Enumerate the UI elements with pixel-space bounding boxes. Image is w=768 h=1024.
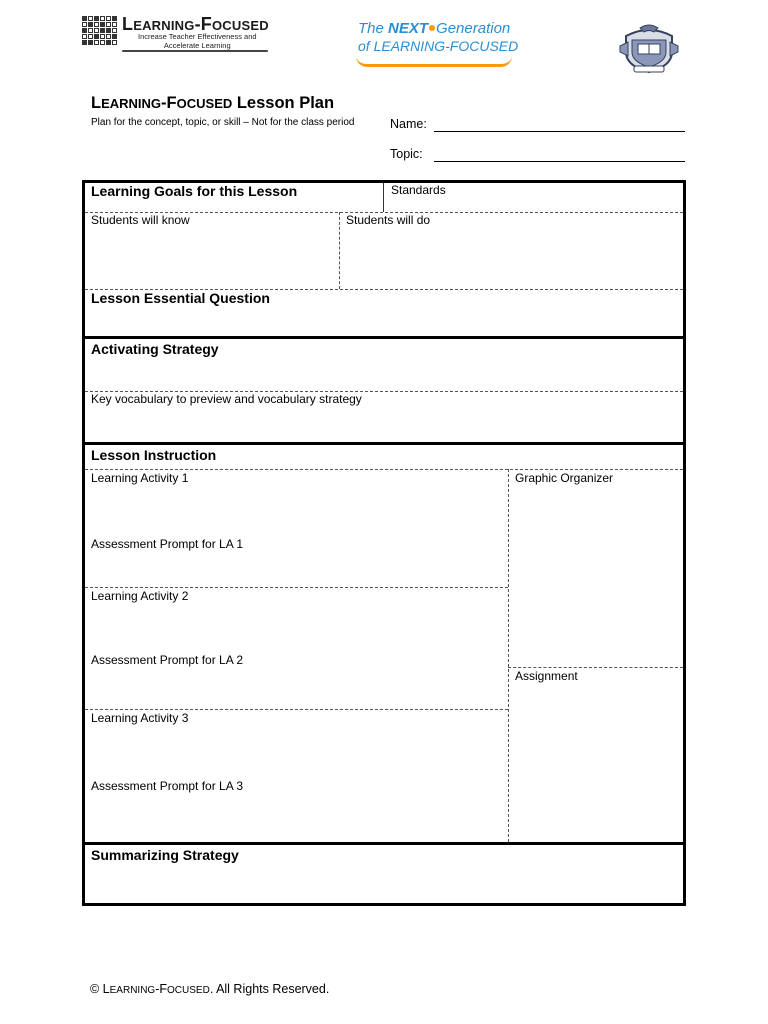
- lesson-instruction-heading: Lesson Instruction: [91, 447, 217, 463]
- logo-title: LEARNING-FOCUSED: [122, 14, 269, 34]
- row-divider: [85, 469, 683, 470]
- assignment-label: Assignment: [515, 669, 578, 683]
- row-divider: [508, 667, 683, 668]
- graphic-organizer-label: Graphic Organizer: [515, 471, 614, 485]
- standards-label: Standards: [391, 183, 446, 197]
- next-generation-logo: [356, 20, 519, 66]
- copyright-footer: © LEARNING-FOCUSED. All Rights Reserved.: [90, 982, 330, 996]
- vocabulary-label: Key vocabulary to preview and vocabulary strategy: [91, 392, 362, 406]
- learning-focused-logo: [82, 14, 272, 54]
- assessment-prompt-3-label: Assessment Prompt for LA 3: [91, 779, 244, 793]
- know-do-divider: [339, 212, 340, 289]
- school-crest-icon: [618, 22, 680, 76]
- topic-label: Topic:: [390, 147, 423, 161]
- logo-underline: [122, 50, 268, 52]
- ng-logo-line1: The NEXT Generation: [358, 20, 511, 37]
- ng-logo-swoosh: [356, 56, 512, 67]
- row-divider: [85, 587, 508, 588]
- goals-divider: [383, 183, 384, 212]
- students-do-label: Students will do: [346, 213, 431, 227]
- instruction-column-divider: [508, 469, 509, 842]
- students-know-label: Students will know: [91, 213, 190, 227]
- assessment-prompt-2-label: Assessment Prompt for LA 2: [91, 653, 244, 667]
- section-divider: [85, 442, 683, 445]
- summarizing-strategy-heading: Summarizing Strategy: [91, 847, 239, 863]
- name-label: Name:: [390, 117, 427, 131]
- row-divider: [85, 709, 508, 710]
- assessment-prompt-1-label: Assessment Prompt for LA 1: [91, 537, 244, 551]
- puzzle-mosaic-icon: [82, 16, 118, 46]
- activating-strategy-heading: Activating Strategy: [91, 341, 219, 357]
- learning-activity-2-label: Learning Activity 2: [91, 589, 189, 603]
- page-title: LEARNING-FOCUSED Lesson Plan: [91, 94, 335, 112]
- learning-activity-3-label: Learning Activity 3: [91, 711, 189, 725]
- ng-logo-line2: of LEARNING-FOCUSED: [358, 38, 519, 54]
- orange-dot-icon: [429, 25, 435, 31]
- section-divider: [85, 336, 683, 339]
- page-subtitle: Plan for the concept, topic, or skill – Not for the class period: [91, 117, 355, 128]
- learning-activity-1-label: Learning Activity 1: [91, 471, 189, 485]
- learning-goals-heading: Learning Goals for this Lesson: [91, 183, 298, 199]
- topic-field[interactable]: [434, 161, 685, 162]
- name-field[interactable]: [434, 131, 685, 132]
- logo-tagline: Increase Teacher Effectiveness and Accelerate Learning: [138, 32, 257, 50]
- essential-question-heading: Lesson Essential Question: [91, 290, 270, 306]
- section-divider: [85, 842, 683, 845]
